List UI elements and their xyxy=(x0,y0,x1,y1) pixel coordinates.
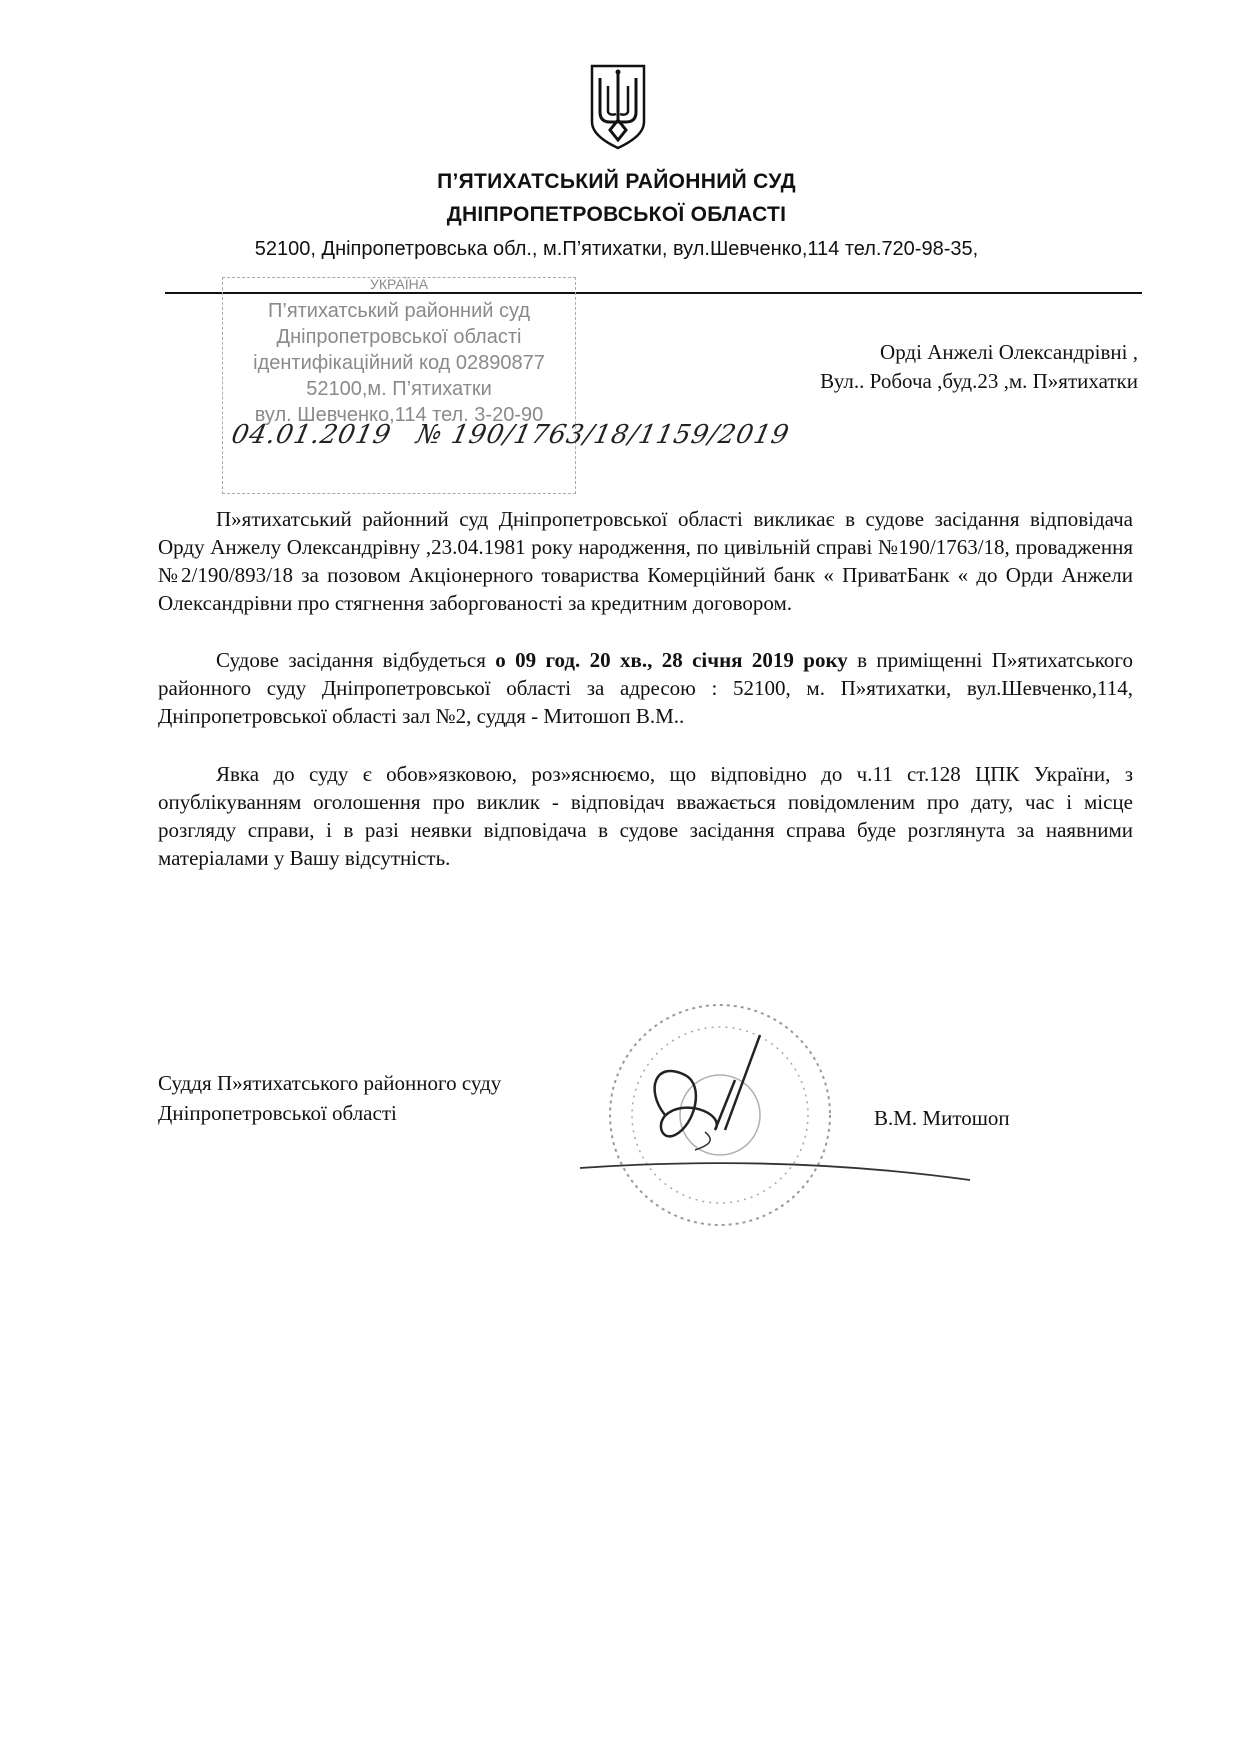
stamp-court: П’ятихатський районний суд xyxy=(268,300,530,322)
signatory-title-line2: Дніпропетровської області xyxy=(158,1101,397,1125)
registration-stamp xyxy=(222,277,576,494)
hearing-intro: Судове засідання відбудеться xyxy=(216,648,496,672)
handwritten-date: 04.01.2019 xyxy=(228,420,395,450)
paragraph-attendance xyxy=(158,760,1133,872)
hearing-datetime: о 09 год. 20 хв., 28 січня 2019 року xyxy=(495,648,848,672)
trident-emblem-icon xyxy=(588,62,648,152)
stamp-country: УКРАЇНА xyxy=(369,276,429,292)
paragraph-summons xyxy=(158,505,1133,617)
hearing-location: в приміщенні П»ятихатського районного суду Дніпропетровської області за адресою : 52100, м. П»ятихатки, вул.Шевченко,114, Дніпропетровської області зал №2, суддя - Митошоп В.М.. xyxy=(158,648,1133,728)
recipient-name: Орді Анжелі Олександрівні , xyxy=(880,340,1138,364)
handwritten-number: № 190/1763/18/1159/2019 xyxy=(413,420,793,450)
court-address: 52100, Дніпропетровська обл., м.П’ятихатки, вул.Шевченко,114 тел.720-98-35, xyxy=(254,238,979,260)
handwritten-registration xyxy=(229,420,792,450)
court-name: П’ЯТИХАТСЬКИЙ РАЙОННИЙ СУД xyxy=(437,170,796,193)
signatory-title xyxy=(158,1068,501,1128)
paragraph-attendance-text: Явка до суду є обов»язковою, роз»яснюємо, що відповідно до ч.11 ст.128 ЦПК України, з опублікуванням оголошення про виклик - відповідач вважається повідомленим про дату, час і місце розгляду справи, і в разі неявки відповідача в судове засідання справа буде розглянута за наявними матеріалами у Вашу відсутність. xyxy=(158,762,1133,870)
stamp-region: Дніпропетровської області xyxy=(276,326,522,348)
recipient-block xyxy=(820,338,1138,396)
stamp-street: вул. Шевченко,114 тел. 3-20-90 xyxy=(254,404,544,426)
signatory-title-line1: Суддя П»ятихатського районного суду xyxy=(158,1071,502,1095)
paragraph-hearing xyxy=(158,646,1133,730)
court-region: ДНІПРОПЕТРОВСЬКОЇ ОБЛАСТІ xyxy=(446,203,787,226)
stamp-code: ідентифікаційний код 02890877 xyxy=(253,352,545,374)
recipient-address: Вул.. Робоча ,буд.23 ,м. П»ятихатки xyxy=(820,369,1138,393)
judge-name: В.М. Митошоп xyxy=(874,1106,1010,1130)
paragraph-summons-text: П»ятихатський районний суд Дніпропетровської області викликає в судове засідання відповідача Орду Анжелу Олександрівну ,23.04.1981 року народження, по цивільній справі №190/1763/18, провадження №2/190/893/18 за позовом Акціонерного товариства Комерційний банк « ПриватБанк « до Орди Анжели Олександрівни про стягнення заборгованості за кредитним договором. xyxy=(158,507,1133,615)
stamp-city: 52100,м. П’ятихатки xyxy=(306,378,492,400)
